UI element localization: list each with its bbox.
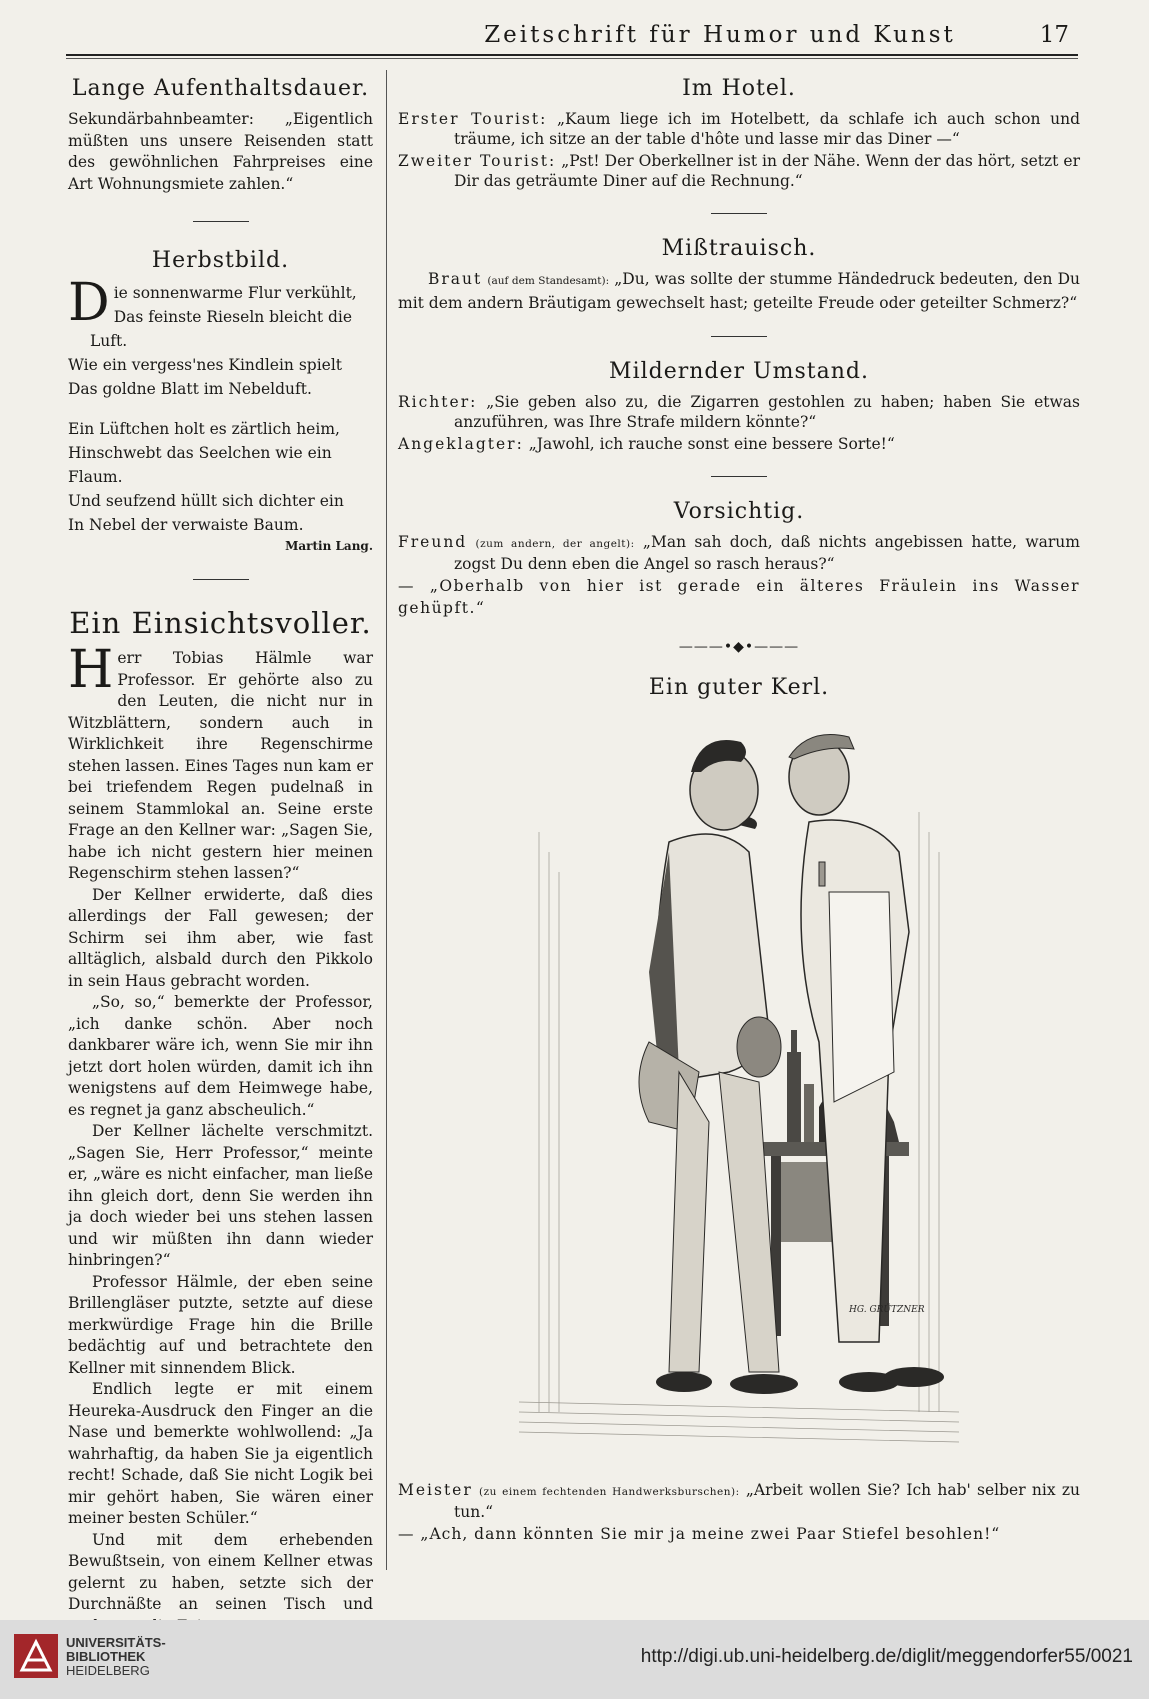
verse-line: In Nebel der verwaiste Baum. — [68, 516, 304, 534]
dialog-line — [398, 109, 1080, 149]
poem-dropcap: D — [68, 273, 110, 333]
left-column — [68, 70, 373, 1654]
verse-line: Hinschwebt das Seelchen wie ein Flaum. — [68, 444, 332, 486]
ornament-divider: ———•◆•——— — [678, 639, 800, 655]
separator — [711, 336, 767, 337]
source-url-link[interactable]: http://digi.ub.uni-heidelberg.de/diglit/meggendorfer55/0021 — [640, 1646, 1133, 1667]
dialog-text: „Du, was sollte der stumme Händedruck bedeuten, den Du mit dem andern Bräutigam gewechselt hast; geteilte Freude oder geteilter Schmerz?“ — [398, 270, 1080, 312]
separator — [193, 579, 249, 580]
speaker: Angeklagter: — [398, 435, 524, 453]
dialog-line — [398, 269, 1080, 314]
dialog-text: „Arbeit wollen Sie? Ich hab' selber nix zu tun.“ — [454, 1481, 1080, 1521]
dialog-text: „Sie geben also zu, die Zigarren gestohlen zu haben; haben Sie etwas anzuführen, was Ihre Strafe mildern könnte?“ — [454, 393, 1080, 431]
story-title: Ein Einsichtsvoller. — [69, 606, 372, 640]
speaker: Freund — [398, 533, 468, 551]
library-line: UNIVERSITÄTS- — [66, 1635, 166, 1650]
artist-signature: HG. GRÜTZNER — [849, 1305, 925, 1315]
right-column — [398, 70, 1080, 1546]
header-rule — [66, 54, 1078, 56]
speaker: Richter: — [398, 393, 478, 411]
dialog-reply: — „Oberhalb von hier ist gerade ein älteres Fräulein ins Wasser gehüpft.“ — [398, 577, 1080, 617]
library-name — [66, 1636, 166, 1678]
piece-text-aufenthaltsdauer: Sekundärbahnbeamter: „Eigentlich müßten uns unsere Reisenden statt des gewöhnlichen Fahrpreises eine Art Wohnungsmiete zahlen.“ — [68, 110, 373, 193]
library-line: BIBLIOTHEK — [66, 1649, 146, 1664]
poem-author: Martin Lang. — [285, 539, 373, 553]
verse-line: Das goldne Blatt im Nebelduft. — [68, 380, 312, 398]
piece-title-aufenthaltsdauer: Lange Aufenthaltsdauer. — [71, 76, 370, 101]
poem-stanza-2 — [68, 417, 373, 537]
story-paragraph: „So, so,“ bemerkte der Professor, „ich danke schön. Aber noch dankbarer wäre ich, wenn Sie mir ihn jetzt dort holen würden, damit ich ihn wenigstens auf dem Heimwege habe, es regnet ja ganz abscheulich.“ — [68, 993, 373, 1119]
verse-line: Wie ein vergess'nes Kindlein spielt — [68, 356, 343, 374]
story-paragraph: Endlich legte er mit einem Heureka-Ausdruck den Finger an die Nase und bemerkte wohlwollend: „Ja wahrhaftig, da haben Sie ja eigentlich recht! Schade, daß Sie nicht Logik bei mir gehört haben, Sie wären einer meiner besten Schüler.“ — [68, 1380, 373, 1527]
verse-line: Und seufzend hüllt sich dichter ein — [68, 492, 344, 510]
poem-stanza-1 — [68, 273, 373, 401]
dialog-reply: — „Ach, dann könnten Sie mir ja meine zwei Paar Stiefel besohlen!“ — [398, 1525, 1001, 1543]
verse-line: Das feinste Rieseln bleicht die Luft. — [90, 308, 353, 350]
separator — [711, 213, 767, 214]
dialog-line — [398, 151, 1080, 191]
story-dropcap: H — [68, 640, 114, 700]
footer-bar — [0, 1620, 1149, 1699]
speaker: Erster Tourist: — [398, 110, 548, 128]
story-paragraph: Und mit dem erhebenden Bewußtsein, von einem Kellner etwas gelernt zu haben, setzte sich der Durchnäßte an seinen Tisch und — [68, 1530, 373, 1613]
separator — [711, 476, 767, 477]
separator — [193, 221, 249, 222]
piece-title-hotel: Im Hotel. — [682, 76, 796, 101]
speaker: Meister — [398, 1481, 473, 1499]
header-rule-thin — [66, 58, 1078, 59]
column-divider — [386, 70, 387, 1570]
speaker: Braut — [428, 270, 483, 288]
library-line: HEIDELBERG — [66, 1663, 150, 1678]
story-paragraph: Professor Hälmle, der eben seine Brillengläser putzte, setzte auf diese merkwürdige Frage hin die Brille bedächtig auf und betrachtete den Kellner mit sinnendem Blick. — [68, 1272, 373, 1377]
stage-note: (auf dem Standesamt): — [487, 275, 610, 287]
stage-note: (zu einem fechtenden Handwerksburschen): — [479, 1486, 740, 1498]
dialog-text: „Man sah doch, daß nichts angebissen hatte, warum zogst Du denn eben die Angel so rasch heraus?“ — [454, 533, 1080, 573]
dialog-text: „Jawohl, ich rauche sonst eine bessere Sorte!“ — [528, 435, 895, 453]
page-number: 17 — [1039, 22, 1069, 48]
speaker: Zweiter Tourist: — [398, 152, 557, 170]
story-paragraph: err Tobias Hälmle war Professor. Er gehörte also zu den Leuten, die nicht nur in Witzblättern, sondern auch in Wirklichkeit ihre Regenschirme stehen lassen. Eines Tages nun kam er bei triefendem Regen pudelnaß in seinem Stammlokal an. Seine erste Frage an den Kellner war: „Sagen Sie, habe ich nicht gestern hier meinen Regenschirm stehen lassen?“ — [68, 649, 373, 882]
verse-line: Ein Lüftchen holt es zärtlich heim, — [68, 420, 340, 438]
verse-line: ie sonnenwarme Flur verkühlt, — [113, 284, 357, 302]
dialog-text: „Kaum liege ich im Hotelbett, da schlafe ich auch schon und träume, ich sitze an der table d'hôte und lasse mir das Diner —“ — [454, 110, 1080, 148]
engraving-illustration — [519, 712, 959, 1472]
dialog-text: „Pst! Der Oberkellner ist in der Nähe. Wenn der das hört, setzt er Dir das geträumte Diner auf die Rechnung.“ — [454, 152, 1080, 190]
library-logo-icon — [14, 1634, 58, 1678]
stage-note: (zum andern, der angelt): — [475, 538, 635, 550]
running-title: Zeitschrift für Humor und Kunst — [484, 22, 956, 48]
piece-title-kerl: Ein guter Kerl. — [648, 675, 830, 700]
piece-title-umstand: Mildernder Umstand. — [609, 359, 869, 384]
dialog-line — [398, 392, 1080, 432]
story-paragraph: Der Kellner erwiderte, daß dies allerdings der Fall gewesen; der Schirm sei ihm aber, wie fast alltäglich, alsbald durch den Pikkolo in sein Haus gebracht worden. — [68, 885, 373, 990]
story-paragraph: Der Kellner lächelte verschmitzt. „Sagen Sie, Herr Professor,“ meinte er, „wäre es nicht einfacher, man ließe ihn gleich dort, denn Sie werden ihn ja doch wieder bei uns stehen lassen und wir müßten ihn dann wieder hinbringen?“ — [68, 1122, 373, 1269]
dialog-line — [398, 1480, 1080, 1522]
dialog-line — [398, 532, 1080, 574]
piece-title-vorsichtig: Vorsichtig. — [673, 499, 805, 524]
poem-title: Herbstbild. — [151, 248, 290, 273]
piece-title-misstrauisch: Mißtrauisch. — [661, 236, 817, 261]
dialog-line — [398, 434, 1080, 454]
